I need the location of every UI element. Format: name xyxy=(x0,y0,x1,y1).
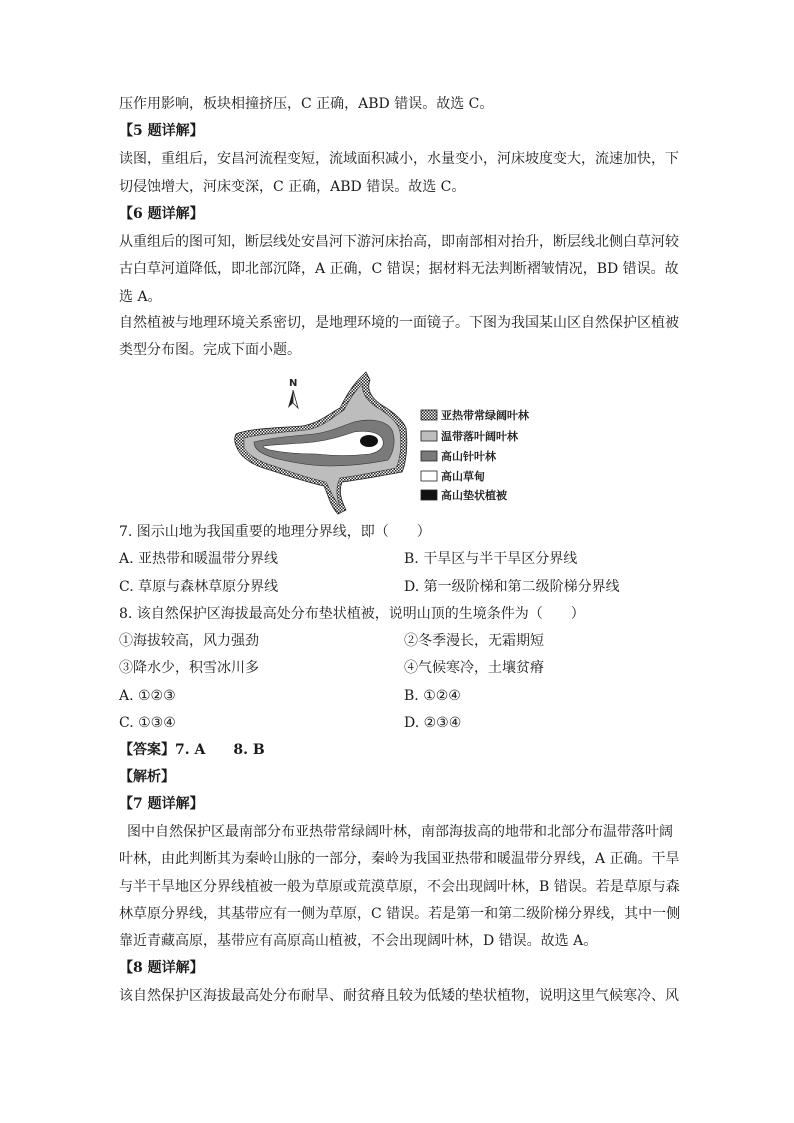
paragraph-line: 林草原分界线，其基带应有一侧为草原，C 错误。若是第一和第二级阶梯分界线，其中一侧 xyxy=(119,906,681,922)
north-label: N xyxy=(289,378,298,389)
paragraph-line: 图中自然保护区最南部分布亚热带常绿阔叶林，南部海拔高的地带和北部分布温带落叶阔 xyxy=(127,824,673,840)
q8-statement-2: ②冬季漫长，无霜期短 xyxy=(404,633,544,649)
paragraph-line: 压作用影响，板块相撞挤压，C 正确，ABD 错误。故选 C。 xyxy=(119,96,494,112)
paragraph-line: 类型分布图。完成下面小题。 xyxy=(119,342,301,358)
question-8-stem: 8. 该自然保护区海拔最高处分布垫状植被，说明山顶的生境条件为（ ） xyxy=(119,606,585,622)
legend-label: 亚热带常绿阔叶林 xyxy=(441,409,529,422)
section-heading-q6: 【6 题详解】 xyxy=(119,206,204,222)
section-heading-q8: 【8 题详解】 xyxy=(119,960,204,976)
legend-swatch-meadow xyxy=(421,471,437,481)
legend-swatch-temperate xyxy=(421,431,437,441)
q8-statement-3: ③降水少，积雪冰川多 xyxy=(119,660,259,676)
q7-option-d: D. 第一级阶梯和第二级阶梯分界线 xyxy=(404,579,620,595)
paragraph-line: 选 A。 xyxy=(119,289,162,305)
legend-swatch-coniferous xyxy=(421,451,437,461)
paragraph-line: 从重组后的图可知，断层线处安昌河下游河床抬高，即南部相对抬升，断层线北侧白草河较 xyxy=(119,234,679,250)
analysis-heading: 【解析】 xyxy=(119,769,175,785)
q8-option-c: C. ①③④ xyxy=(119,715,176,731)
paragraph-line: 与半干旱地区分界线植被一般为草原或荒漠草原，不会出现阔叶林，B 错误。若是草原与森 xyxy=(119,879,680,895)
q7-option-a: A. 亚热带和暖温带分界线 xyxy=(119,551,279,567)
vegetation-map-figure xyxy=(230,368,560,516)
q8-option-a: A. ①②③ xyxy=(119,688,176,704)
paragraph-line: 靠近青藏高原，基带应有高原高山植被，不会出现阔叶林，D 错误。故选 A。 xyxy=(119,933,598,949)
north-arrow-icon xyxy=(288,378,298,408)
q7-option-c: C. 草原与森林草原分界线 xyxy=(119,579,279,595)
paragraph-line: 古白草河道降低，即北部沉降，A 正确，C 错误；据材料无法判断褶皱情况，BD 错误。故 xyxy=(119,261,679,277)
paragraph-line: 读图，重组后，安昌河流程变短，流域面积减小，水量变小，河床坡度变大，流速加快，下 xyxy=(119,151,679,167)
legend-label: 高山垫状植被 xyxy=(441,489,507,502)
legend-swatch-cushion xyxy=(421,490,437,500)
paragraph-line: 叶林，由此判断其为秦岭山脉的一部分，秦岭为我国亚热带和暖温带分界线，A 正确。干旱 xyxy=(119,851,680,867)
map-region-cushion xyxy=(360,435,378,447)
map-legend xyxy=(421,408,530,502)
question-7-stem: 7. 图示山地为我国重要的地理分界线，即（ ） xyxy=(119,524,431,540)
paragraph-line: 自然植被与地理环境关系密切，是地理环境的一面镜子。下图为我国某山区自然保护区植被 xyxy=(119,315,679,331)
legend-swatch-subtropical xyxy=(421,410,437,420)
q7-option-b: B. 干旱区与半干旱区分界线 xyxy=(404,551,578,567)
legend-label: 高山草甸 xyxy=(441,470,485,483)
answer-line: 【答案】7. A 8. B xyxy=(119,742,265,758)
q8-option-b: B. ①②④ xyxy=(404,688,461,704)
section-heading-q5: 【5 题详解】 xyxy=(119,123,204,139)
legend-label: 温带落叶阔叶林 xyxy=(441,430,518,443)
q8-option-d: D. ②③④ xyxy=(404,715,462,731)
q8-statement-4: ④气候寒冷，土壤贫瘠 xyxy=(404,660,544,676)
paragraph-line: 切侵蚀增大，河床变深，C 正确，ABD 错误。故选 C。 xyxy=(119,179,466,195)
q8-statement-1: ①海拔较高，风力强劲 xyxy=(119,633,259,649)
section-heading-q7: 【7 题详解】 xyxy=(119,796,204,812)
paragraph-line: 该自然保护区海拔最高处分布耐旱、耐贫瘠且较为低矮的垫状植物，说明这里气候寒冷、风 xyxy=(119,988,679,1004)
legend-label: 高山针叶林 xyxy=(441,450,496,463)
